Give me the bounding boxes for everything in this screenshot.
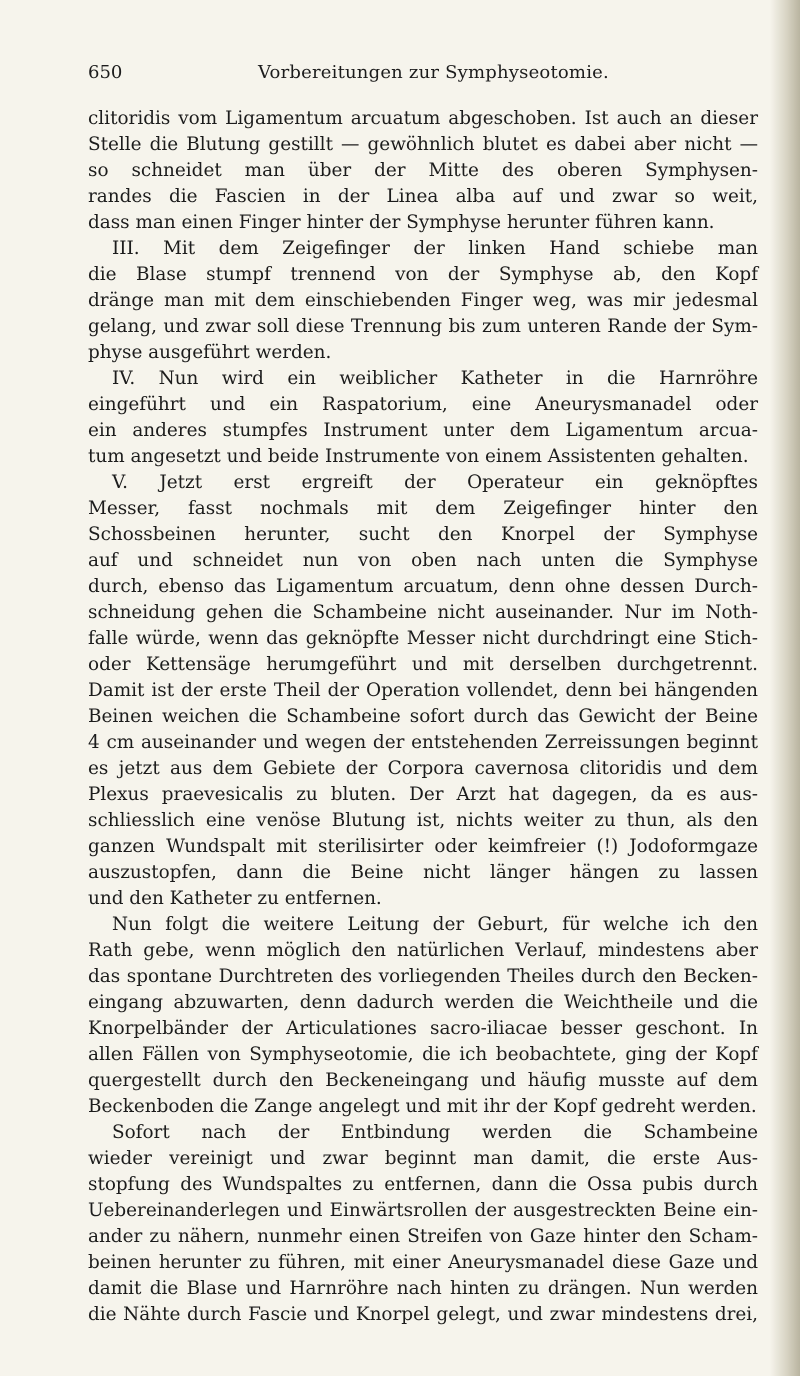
- text-line: gelang, und zwar soll diese Trennung bis zum unteren Rande der Sym-: [88, 316, 758, 337]
- text-line: Beckenboden die Zange angelegt und mit ihr der Kopf gedreht werden.: [88, 1096, 757, 1117]
- text-line: es jetzt aus dem Gebiete der Corpora cavernosa clitoridis und dem: [88, 758, 758, 779]
- text-line: clitoridis vom Ligamentum arcuatum abgeschoben. Ist auch an dieser: [88, 108, 758, 129]
- text-line: Knorpelbänder der Articulationes sacro-iliacae besser geschont. In: [88, 1018, 758, 1039]
- text-line: auf und schneidet nun von oben nach unten die Symphyse: [88, 550, 758, 571]
- text-line: Rath gebe, wenn möglich den natürlichen Verlauf, mindestens aber: [88, 940, 758, 961]
- page-number: 650: [88, 62, 123, 83]
- text-line: allen Fällen von Symphyseotomie, die ich beobachtete, ging der Kopf: [88, 1044, 758, 1065]
- text-line: auszustopfen, dann die Beine nicht länger hängen zu lassen: [88, 862, 758, 883]
- text-line: dass man einen Finger hinter der Symphyse herunter führen kann.: [88, 212, 715, 233]
- text-line: wieder vereinigt und zwar beginnt man damit, die erste Aus-: [88, 1148, 758, 1169]
- text-line: III. Mit dem Zeigefinger der linken Hand schiebe man: [112, 238, 758, 259]
- text-line: Stelle die Blutung gestillt — gewöhnlich blutet es dabei aber nicht —: [88, 134, 758, 155]
- page-edge-shadow: [770, 0, 800, 1376]
- text-line: so schneidet man über der Mitte des oberen Symphysen-: [88, 160, 758, 181]
- text-line: die Blase stumpf trennend von der Symphyse ab, den Kopf: [88, 264, 758, 285]
- running-title: Vorbereitungen zur Symphyseotomie.: [258, 62, 609, 83]
- text-line: durch, ebenso das Ligamentum arcuatum, denn ohne dessen Durch-: [88, 576, 758, 597]
- text-line: Beinen weichen die Schambeine sofort durch das Gewicht der Beine: [88, 706, 758, 727]
- text-line: oder Kettensäge herumgeführt und mit derselben durchgetrennt.: [88, 654, 758, 675]
- text-line: beinen herunter zu führen, mit einer Aneurysmanadel diese Gaze und: [88, 1252, 758, 1273]
- body-text: [88, 106, 758, 1328]
- text-line: eingang abzuwarten, denn dadurch werden die Weichtheile und die: [88, 992, 758, 1013]
- text-line: und den Katheter zu entfernen.: [88, 888, 382, 909]
- text-line: Nun folgt die weitere Leitung der Geburt, für welche ich den: [112, 914, 758, 935]
- text-line: schneidung gehen die Schambeine nicht auseinander. Nur im Noth-: [88, 602, 758, 623]
- text-line: ganzen Wundspalt mit sterilisirter oder keimfreier (!) Jodoformgaze: [88, 836, 758, 857]
- text-line: Sofort nach der Entbindung werden die Schambeine: [112, 1122, 758, 1143]
- page-header: [88, 58, 758, 88]
- text-line: Schossbeinen herunter, sucht den Knorpel der Symphyse: [88, 524, 758, 545]
- text-line: ander zu nähern, nunmehr einen Streifen von Gaze hinter den Scham-: [88, 1226, 758, 1247]
- text-line: schliesslich eine venöse Blutung ist, nichts weiter zu thun, als den: [88, 810, 758, 831]
- text-line: 4 cm auseinander und wegen der entstehenden Zerreissungen beginnt: [88, 732, 758, 753]
- text-line: eingeführt und ein Raspatorium, eine Aneurysmanadel oder: [88, 394, 758, 415]
- text-line: IV. Nun wird ein weiblicher Katheter in die Harnröhre: [112, 368, 758, 389]
- text-line: V. Jetzt erst ergreift der Operateur ein geknöpftes: [112, 472, 758, 493]
- text-line: die Nähte durch Fascie und Knorpel gelegt, und zwar mindestens drei,: [88, 1304, 758, 1325]
- text-line: Uebereinanderlegen und Einwärtsrollen der ausgestreckten Beine ein-: [88, 1200, 758, 1221]
- text-line: falle würde, wenn das geknöpfte Messer nicht durchdringt eine Stich-: [88, 628, 758, 649]
- text-line: Damit ist der erste Theil der Operation vollendet, denn bei hängenden: [88, 680, 758, 701]
- text-line: stopfung des Wundspaltes zu entfernen, dann die Ossa pubis durch: [88, 1174, 758, 1195]
- text-line: dränge man mit dem einschiebenden Finger weg, was mir jedesmal: [88, 290, 758, 311]
- text-line: ein anderes stumpfes Instrument unter dem Ligamentum arcua-: [88, 420, 758, 441]
- text-line: Messer, fasst nochmals mit dem Zeigefinger hinter den: [88, 498, 758, 519]
- text-line: quergestellt durch den Beckeneingang und häufig musste auf dem: [88, 1070, 758, 1091]
- text-line: tum angesetzt und beide Instrumente von einem Assistenten gehalten.: [88, 446, 749, 467]
- text-line: Plexus praevesicalis zu bluten. Der Arzt hat dagegen, da es aus-: [88, 784, 758, 805]
- text-line: randes die Fascien in der Linea alba auf und zwar so weit,: [88, 186, 758, 207]
- text-line: das spontane Durchtreten des vorliegenden Theiles durch den Becken-: [88, 966, 758, 987]
- text-line: physe ausgeführt werden.: [88, 342, 332, 363]
- text-line: damit die Blase und Harnröhre nach hinten zu drängen. Nun werden: [88, 1278, 758, 1299]
